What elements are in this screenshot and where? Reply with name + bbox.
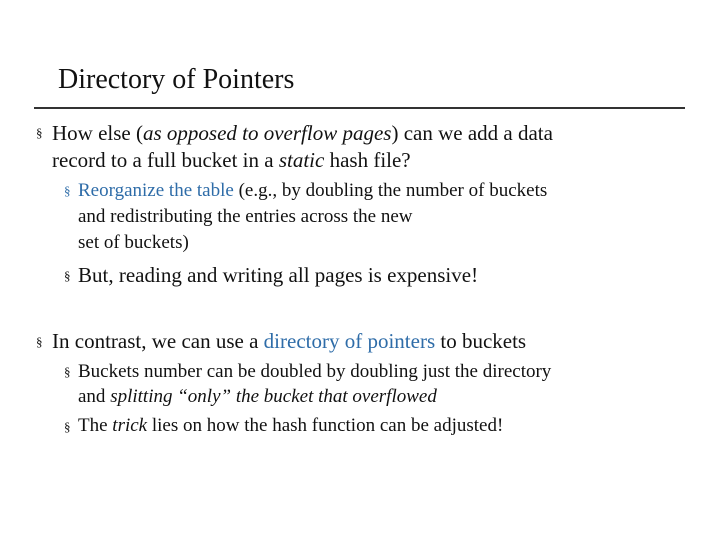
subpoint-2-1-line-2: and splitting “only” the bucket that overflowed: [78, 386, 437, 407]
point-2-line-1: In contrast, we can use a directory of pointers to buckets: [52, 329, 527, 353]
bullet-subpoint-2-2: §: [64, 419, 71, 434]
bullet-point-2: §: [36, 334, 43, 349]
bullet-subpoint-1-1: §: [64, 183, 71, 198]
bullet-point-1: §: [36, 125, 43, 140]
slide-title: Directory of Pointers: [58, 64, 295, 95]
subpoint-1-1-line-2: and redistributing the entries across the new: [78, 206, 413, 227]
subpoint-1-1-line-3: set of buckets): [78, 232, 189, 253]
title-divider: [34, 107, 685, 109]
subpoint-1-1-line-1: Reorganize the table (e.g., by doubling the number of buckets: [78, 180, 548, 201]
subpoint-1-2-line-1: But, reading and writing all pages is expensive!: [78, 263, 479, 287]
point-1-line-1: How else (as opposed to overflow pages) can we add a data: [52, 121, 553, 145]
bullet-subpoint-1-2: §: [64, 268, 71, 283]
bullet-subpoint-2-1: §: [64, 364, 71, 379]
subpoint-2-2-line-1: The trick lies on how the hash function can be adjusted!: [78, 415, 504, 436]
subpoint-2-1-line-1: Buckets number can be doubled by doubling just the directory: [78, 361, 552, 382]
point-1-line-2: record to a full bucket in a static hash file?: [52, 148, 411, 172]
